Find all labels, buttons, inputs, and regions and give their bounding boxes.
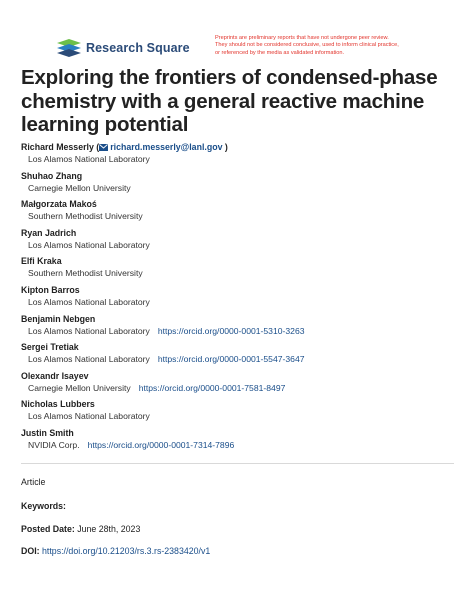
author-name: Shuhao Zhang [21,170,83,181]
logo-text: Research Square [86,41,190,55]
disclaimer-line: They should not be considered conclusive, used to inform clinical practice, [215,42,399,49]
orcid-link[interactable]: https://orcid.org/0000-0001-5310-3263 [157,325,305,336]
author-affiliation: Los Alamos National Laboratory [28,296,150,307]
author-name: Kipton Barros [21,284,80,295]
orcid-link[interactable]: https://orcid.org/0000-0001-7581-8497 [138,382,286,393]
posted-date-label: Posted Date: [21,524,75,534]
author-list [21,142,461,457]
doi-link[interactable]: https://doi.org/10.21203/rs.3.rs-2383420/v1 [42,546,211,556]
author-email-link[interactable]: richard.messerly@lanl.gov [110,142,223,152]
author-name: Małgorzata Makoś [21,199,97,210]
author-name: Benjamin Nebgen [21,313,96,324]
author-name: Ryan Jadrich [21,227,77,238]
research-square-logo-icon [57,39,81,57]
section-divider [21,463,454,464]
mail-icon [99,144,108,151]
author-affiliation: Los Alamos National Laboratory [28,239,150,250]
author-name: Elfi Kraka [21,256,62,267]
author-affiliation: Carnegie Mellon University https://orcid.org/0000-0001-7581-8497 [28,382,286,393]
disclaimer-line: or referenced by the media as validated information. [215,49,345,56]
author-affiliation: Los Alamos National Laboratory https://orcid.org/0000-0001-5310-3263 [28,325,305,336]
author-affiliation: NVIDIA Corp. https://orcid.org/0000-0001-7314-7896 [28,439,235,450]
doi-label: DOI: [21,546,40,556]
author-entry [21,142,461,171]
author-affiliation: Los Alamos National Laboratory [28,154,150,164]
posted-date-row [21,524,140,535]
keywords-label: Keywords: [21,501,66,511]
orcid-link[interactable]: https://orcid.org/0000-0001-5547-3647 [157,354,305,365]
disclaimer-line: Preprints are preliminary reports that have not undergone peer review. [215,35,389,41]
posted-date-value: June 28th, 2023 [77,524,141,534]
article-type [21,477,45,488]
author-name: Sergei Tretiak [21,342,79,353]
author-affiliation: Los Alamos National Laboratory [28,411,150,422]
author-entry [21,285,461,314]
author-entry [21,428,461,457]
author-name: Olexandr Isayev [21,370,89,381]
keywords-row [21,501,66,512]
author-affiliation: Southern Methodist University [28,268,143,279]
author-name: Nicholas Lubbers [21,399,95,410]
author-affiliation: Southern Methodist University [28,211,143,222]
author-entry [21,171,461,200]
author-name: Richard Messerly ( richard.messerly@lanl.gov ) [21,142,228,152]
article-type-label: Article [21,477,46,487]
author-entry [21,399,461,428]
author-entry [21,314,461,343]
author-entry [21,256,461,285]
author-entry [21,371,461,400]
doi-row [21,546,210,557]
preprint-disclaimer [215,35,455,57]
author-entry [21,199,461,228]
author-name: Justin Smith [21,427,74,438]
paper-title: Exploring the frontiers of condensed-phase chemistry with a general reactive machine learning potential [21,66,438,136]
research-square-logo[interactable] [57,38,190,58]
page-header [0,0,474,62]
author-affiliation: Carnegie Mellon University [28,182,131,193]
orcid-link[interactable]: https://orcid.org/0000-0001-7314-7896 [87,439,235,450]
author-entry [21,228,461,257]
author-affiliation: Los Alamos National Laboratory https://orcid.org/0000-0001-5547-3647 [28,354,305,365]
author-entry [21,342,461,371]
